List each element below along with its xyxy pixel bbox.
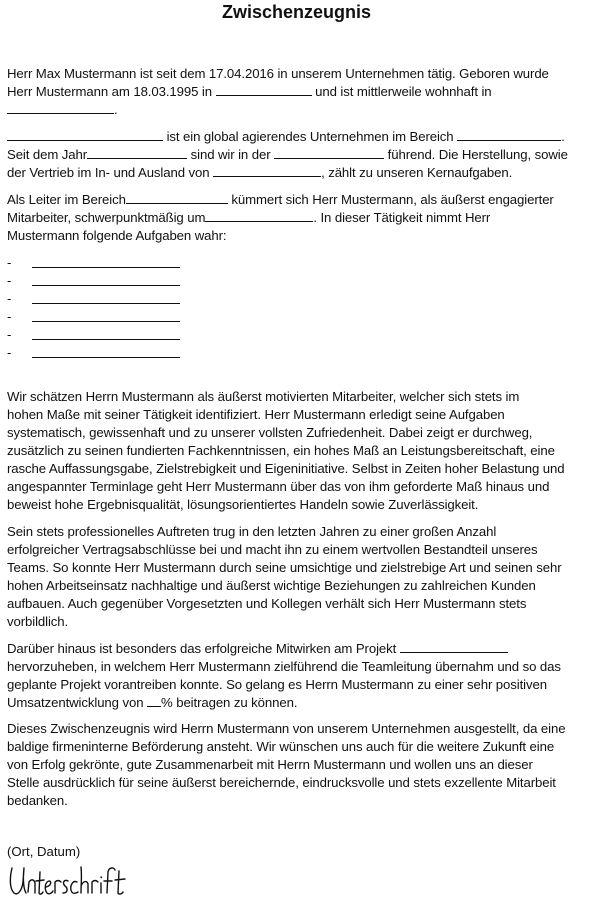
intro-text: . <box>114 102 118 117</box>
document-title: Zwischenzeugnis <box>221 2 372 22</box>
task-item <box>7 254 207 272</box>
company-text: Seit dem Jahr <box>7 147 88 162</box>
company-line <box>7 146 591 164</box>
task-blank[interactable] <box>32 267 180 268</box>
company-line <box>7 128 591 146</box>
project-paragraph <box>7 640 591 712</box>
company-text: . <box>561 129 565 144</box>
praise-paragraph <box>7 388 591 514</box>
role-text: Mitarbeiter, schwerpunktmäßig um <box>7 210 206 225</box>
department-blank[interactable] <box>126 191 228 204</box>
closing-paragraph <box>7 720 591 810</box>
role-line <box>7 209 591 227</box>
role-text: kümmert sich Herr Mustermann, als äußerst engagierter <box>231 192 554 207</box>
task-blank[interactable] <box>32 303 180 304</box>
intro-text: und ist mittlerweile wohnhaft in <box>315 84 492 99</box>
conduct-line: hohen Arbeitseinsatz nachhaltige und äußerst wichtige Beziehungen zu zahlreichen Kunden <box>7 578 536 593</box>
percent-blank[interactable] <box>147 694 161 707</box>
intro-paragraph <box>7 65 591 119</box>
conduct-line: vorbildlich. <box>7 614 69 629</box>
sector-blank[interactable] <box>457 128 561 141</box>
residence-blank[interactable] <box>7 101 114 114</box>
closing-line: bedanken. <box>7 793 68 808</box>
task-dash: - <box>7 327 12 342</box>
task-dash: - <box>7 345 12 360</box>
task-item <box>7 290 207 308</box>
task-list <box>7 254 207 362</box>
project-line <box>7 640 591 658</box>
role-line: Mustermann folgende Aufgaben wahr: <box>7 228 227 243</box>
conduct-line: aufbauen. Auch gegenüber Vorgesetzten und Kollegen verhält sich Herr Mustermann stets <box>7 596 527 611</box>
closing-line: baldige firmeninterne Beförderung ansteht. Wir wünschen uns auch für die weitere Zukunft eine <box>7 739 555 754</box>
conduct-line: Sein stets professionelles Auftreten trug in den letzten Jahren zu einer großen Anzahl <box>7 524 497 539</box>
project-text: Umsatzentwicklung von <box>7 695 144 710</box>
task-blank[interactable] <box>32 321 180 322</box>
project-line: hervorzuheben, in welchem Herr Mustermann zielführend die Teamleitung übernahm und so das <box>7 659 561 674</box>
role-paragraph <box>7 191 591 245</box>
praise-line: systematisch, gewissenhaft und zu unserer vollsten Zufriedenheit. Dabei zeigt er durchweg, <box>7 425 533 440</box>
closing-line: Stelle ausdrücklich für seine äußerst bereichernde, eindrucksvolle und stets exzellente Mitarbeit <box>7 775 556 790</box>
task-dash: - <box>7 309 12 324</box>
place-date-label: (Ort, Datum) <box>7 844 81 859</box>
task-blank[interactable] <box>32 357 180 358</box>
project-line <box>7 694 591 712</box>
company-name-blank[interactable] <box>7 128 163 141</box>
task-item <box>7 344 207 362</box>
company-text: sind wir in der <box>190 147 271 162</box>
task-item <box>7 308 207 326</box>
role-text: . In dieser Tätigkeit nimmt Herr <box>313 210 491 225</box>
company-line <box>7 164 591 182</box>
closing-line: von Erfolg gekrönte, gute Zusammenarbeit mit Herrn Mustermann und wollen uns an dieser <box>7 757 533 772</box>
intro-line <box>7 101 591 119</box>
company-text: der Vertrieb im In- und Ausland von <box>7 165 210 180</box>
praise-line: rasche Auffassungsgabe, Zielstrebigkeit und Eigeninitiative. Selbst in Zeiten hoher Belastung und <box>7 461 565 476</box>
task-dash: - <box>7 291 12 306</box>
conduct-line: erfolgreicher Vertragsabschlüsse bei und macht ihn zu einem wertvollen Bestandteil unseres <box>7 542 538 557</box>
role-text: Als Leiter im Bereich <box>7 192 126 207</box>
year-blank[interactable] <box>87 146 187 159</box>
praise-line: beweist hohe Ergebnisqualität, lösungsorientiertes Handeln sowie Zuverlässigkeit. <box>7 497 479 512</box>
project-text: Darüber hinaus ist besonders das erfolgreiche Mitwirken am Projekt <box>7 641 397 656</box>
project-name-blank[interactable] <box>400 640 508 653</box>
praise-line: angespannter Terminlage geht Herr Mustermann über das von ihm geforderte Maß hinaus und <box>7 479 550 494</box>
conduct-line: Teams. So konnte Herr Mustermann durch seine umsichtige und zielstrebige Art und seinen sehr <box>7 560 562 575</box>
focus-blank[interactable] <box>205 209 313 222</box>
project-line: geplante Projekt vorantreiben konnte. So gelang es Herrn Mustermann zu einer sehr positiven <box>7 677 547 692</box>
intro-text: Herr Mustermann am 18.03.1995 in <box>7 84 212 99</box>
praise-line: zusätzlich zu seinen fundierten Fachkenntnissen, ein hohes Maß an Leistungsbereitschaft, eine <box>7 443 555 458</box>
praise-line: hohen Maße mit seiner Tätigkeit identifiziert. Herr Mustermann erledigt seine Aufgaben <box>7 407 505 422</box>
task-blank[interactable] <box>32 339 180 340</box>
task-dash: - <box>7 255 12 270</box>
signature-image <box>6 862 128 898</box>
products-blank[interactable] <box>213 164 321 177</box>
closing-line: Dieses Zwischenzeugnis wird Herrn Mustermann von unserem Unternehmen ausgestellt, da eine <box>7 721 566 736</box>
task-blank[interactable] <box>32 285 180 286</box>
company-text: ist ein global agierendes Unternehmen im Bereich <box>166 129 454 144</box>
company-text: führend. Die Herstellung, sowie <box>387 147 568 162</box>
conduct-paragraph <box>7 523 591 631</box>
praise-line: Wir schätzen Herrn Mustermann als äußerst motivierten Mitarbeiter, welcher sich stets im <box>7 389 520 404</box>
project-text: % beitragen zu können. <box>161 695 298 710</box>
task-item <box>7 326 207 344</box>
task-item <box>7 272 207 290</box>
company-text: , zählt zu unseren Kernaufgaben. <box>321 165 513 180</box>
intro-line: Herr Max Mustermann ist seit dem 17.04.2016 in unserem Unternehmen tätig. Geboren wurde <box>7 66 549 81</box>
company-paragraph <box>7 128 591 182</box>
intro-line <box>7 83 591 101</box>
task-dash: - <box>7 273 12 288</box>
birthplace-blank[interactable] <box>216 83 312 96</box>
market-blank[interactable] <box>274 146 384 159</box>
role-line <box>7 191 591 209</box>
